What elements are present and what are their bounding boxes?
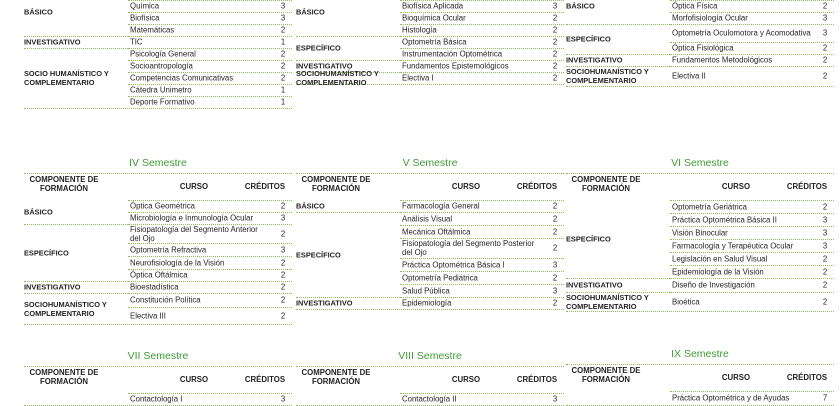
- course-name: Contactología II: [402, 394, 457, 404]
- course-credits: 2: [822, 267, 828, 276]
- table-row: [24, 393, 292, 405]
- course-name: Electiva I: [402, 73, 434, 83]
- course-credits: 2: [552, 13, 558, 23]
- course-credits: 3: [822, 228, 828, 237]
- semester-title: VI Semestre: [671, 157, 729, 169]
- header-componente: COMPONENTE DE FORMACIÓN: [571, 175, 641, 193]
- course-name: Optometría Básica: [402, 37, 467, 47]
- component-category: [296, 0, 396, 36]
- course-credits: 2: [280, 282, 286, 292]
- semester-title: IV Semestre: [129, 157, 187, 169]
- course-name: Biofísica: [130, 13, 160, 23]
- course-name: Epidemiología de la Visión: [672, 267, 764, 276]
- course-credits: 2: [552, 298, 558, 308]
- course-name: Análisis Visual: [402, 214, 453, 223]
- course-name: Legislación en Salud Visual: [672, 254, 768, 263]
- category-label: BÁSICO: [24, 7, 53, 17]
- course-name: Matemáticas: [130, 25, 175, 35]
- component-category: [566, 278, 666, 292]
- course-credits: 2: [552, 25, 558, 35]
- category-label: ESPECÍFICO: [296, 250, 341, 259]
- course-name: Optometría Geriátrica: [672, 202, 747, 211]
- course-credits: 2: [552, 73, 558, 83]
- category-label: SOCIOHUMANÍSTICO Y COMPLEMENTARIO: [24, 299, 107, 318]
- course-name: Biofísica Aplicada: [402, 1, 464, 11]
- course-credits: 3: [822, 13, 828, 23]
- course-credits: 2: [552, 49, 558, 59]
- component-category: [296, 297, 396, 309]
- course-credits: 2: [552, 214, 558, 223]
- course-name: Socioantropología: [130, 61, 193, 71]
- semester-title: IX Semestre: [671, 348, 729, 360]
- course-name: Electiva II: [672, 71, 706, 81]
- header-creditos: CRÉDITOS: [516, 375, 558, 384]
- course-credits: 1: [280, 97, 286, 107]
- course-credits: 1: [280, 85, 286, 95]
- course-name: Práctica Optométrica Básica I: [402, 260, 505, 269]
- component-category: [566, 200, 666, 278]
- header-curso: CURSO: [721, 182, 751, 191]
- component-category: [24, 200, 124, 224]
- course-credits: 3: [280, 1, 286, 11]
- course-name: Epidemiología: [402, 298, 452, 308]
- divider: [24, 324, 292, 325]
- component-category: [24, 36, 124, 48]
- category-label: SOCIOHUMANÍSTICO Y COMPLEMENTARIO: [566, 292, 649, 311]
- divider: [24, 108, 292, 109]
- header-componente: COMPONENTE DE FORMACIÓN: [29, 368, 99, 386]
- course-name: Optometría Pediátrica: [402, 273, 478, 282]
- category-label: SOCIOHUMANÍSTICO Y COMPLEMENTARIO: [566, 67, 649, 85]
- course-name: Cátedra Unimetro: [130, 85, 192, 95]
- course-credits: 2: [822, 43, 828, 53]
- course-name: Fisiopatología del Segmento Anterior del Ojo: [130, 224, 258, 243]
- category-label: BÁSICO: [24, 207, 53, 217]
- course-name: Neurofisiología de la Visión: [130, 258, 225, 267]
- course-name: Química: [130, 1, 160, 11]
- course-name: Histología: [402, 25, 437, 35]
- course-credits: 3: [280, 13, 286, 23]
- course-name: Diseño de Investigación: [672, 280, 755, 290]
- component-category: [566, 54, 666, 66]
- divider: [566, 311, 834, 312]
- header-curso: CURSO: [721, 373, 751, 382]
- component-category: [296, 69, 396, 87]
- header-curso: CURSO: [179, 375, 209, 384]
- course-credits: 2: [280, 295, 286, 305]
- semester-title: VII Semestre: [127, 350, 189, 362]
- course-name: Instrumentación Optométrica: [402, 49, 503, 59]
- course-credits: 2: [552, 61, 558, 71]
- course-credits: 2: [822, 254, 828, 263]
- course-credits: 2: [552, 243, 558, 253]
- header-curso: CURSO: [451, 375, 481, 384]
- course-name: Salud Pública: [402, 286, 450, 295]
- header-creditos: CRÉDITOS: [516, 182, 558, 191]
- course-name: Constitución Política: [130, 295, 201, 305]
- course-credits: 2: [280, 311, 286, 320]
- category-label: INVESTIGATIVO: [566, 55, 623, 65]
- divider: [296, 309, 564, 310]
- category-label: SOCIO HUMANÍSTICO Y COMPLEMENTARIO: [24, 69, 109, 87]
- course-credits: 2: [822, 280, 828, 290]
- course-credits: 3: [280, 394, 286, 404]
- course-name: Optometría Oculomotora y Acomodativa: [672, 28, 811, 38]
- course-name: Práctica Optométrica Básica II: [672, 215, 777, 224]
- header-curso: CURSO: [451, 182, 481, 191]
- course-credits: 2: [552, 227, 558, 236]
- divider: [566, 364, 834, 365]
- table-row: [296, 393, 564, 405]
- course-name: Óptica Fisiológica: [672, 43, 734, 53]
- course-credits: 2: [552, 37, 558, 47]
- category-label: ESPECÍFICO: [24, 248, 69, 257]
- course-credits: 2: [280, 49, 286, 59]
- course-name: Psicología General: [130, 49, 196, 59]
- header-curso: CURSO: [179, 182, 209, 191]
- divider: [566, 86, 834, 87]
- course-credits: 2: [822, 202, 828, 211]
- category-label: INVESTIGATIVO: [566, 280, 623, 290]
- course-name: Contactología I: [130, 394, 183, 404]
- course-credits: 1: [280, 37, 286, 47]
- category-label: ESPECÍFICO: [566, 234, 611, 244]
- course-credits: 2: [822, 71, 828, 81]
- course-name: Bioética: [672, 297, 700, 306]
- course-credits: 3: [822, 215, 828, 224]
- divider: [24, 366, 292, 367]
- course-credits: 2: [280, 61, 286, 71]
- course-name: Óptica Oftálmica: [130, 270, 188, 280]
- course-credits: 2: [280, 229, 286, 238]
- course-credits: 2: [280, 258, 286, 267]
- course-credits: 2: [822, 1, 828, 11]
- course-name: Óptica Geométrica: [130, 201, 195, 211]
- header-creditos: CRÉDITOS: [786, 182, 828, 191]
- course-credits: 3: [280, 245, 286, 254]
- component-category: [24, 0, 124, 36]
- table-row: [566, 391, 834, 405]
- course-credits: 2: [280, 25, 286, 35]
- course-name: Mecánica Oftálmica: [402, 227, 471, 236]
- course-name: Farmacología y Terapéutica Ocular: [672, 241, 794, 250]
- header-creditos: CRÉDITOS: [786, 373, 828, 382]
- category-label: INVESTIGATIVO: [296, 298, 353, 308]
- course-credits: 3: [552, 286, 558, 295]
- divider: [566, 173, 834, 174]
- category-label: BÁSICO: [296, 7, 325, 17]
- category-label: INVESTIGATIVO: [24, 282, 81, 292]
- course-name: Bioquímica Ocular: [402, 13, 466, 23]
- course-credits: 2: [280, 201, 286, 211]
- course-credits: 3: [280, 213, 286, 223]
- component-category: [296, 36, 396, 60]
- course-credits: 2: [822, 55, 828, 65]
- category-label: INVESTIGATIVO: [296, 61, 353, 71]
- category-label: BÁSICO: [296, 201, 325, 211]
- course-name: Bioestadística: [130, 282, 179, 292]
- divider: [296, 173, 564, 174]
- component-category: [296, 200, 396, 212]
- header-creditos: CRÉDITOS: [244, 182, 286, 191]
- header-componente: COMPONENTE DE FORMACIÓN: [301, 368, 371, 386]
- course-name: Farmacología General: [402, 201, 480, 211]
- divider: [296, 366, 564, 367]
- header-componente: COMPONENTE DE FORMACIÓN: [301, 175, 371, 193]
- category-label: SOCIOHUMANÍSTICO Y COMPLEMENTARIO: [296, 69, 379, 87]
- component-category: [24, 293, 124, 324]
- component-category: [566, 0, 666, 24]
- course-credits: 3: [822, 28, 828, 38]
- course-credits: 3: [552, 1, 558, 11]
- course-credits: 2: [280, 73, 286, 83]
- course-credits: 2: [552, 201, 558, 211]
- course-credits: 2: [280, 270, 286, 280]
- header-componente: COMPONENTE DE FORMACIÓN: [571, 366, 641, 384]
- course-name: Óptica Física: [672, 1, 718, 11]
- course-credits: 3: [552, 260, 558, 269]
- course-name: Optometría Refractiva: [130, 245, 207, 254]
- course-credits: 2: [552, 273, 558, 282]
- category-label: ESPECÍFICO: [566, 34, 611, 44]
- component-category: [566, 292, 666, 311]
- course-name: Visión Binocular: [672, 228, 728, 237]
- category-label: INVESTIGATIVO: [24, 37, 81, 47]
- component-category: [566, 24, 666, 54]
- course-name: Práctica Optométrica y de Ayudas: [672, 393, 790, 403]
- header-creditos: CRÉDITOS: [244, 375, 286, 384]
- course-name: Competencias Comunicativas: [130, 73, 234, 83]
- component-category: [566, 66, 666, 86]
- course-name: Morfofisiología Ocular: [672, 13, 748, 23]
- course-name: Electiva III: [130, 311, 166, 320]
- component-category: [24, 224, 124, 281]
- header-componente: COMPONENTE DE FORMACIÓN: [29, 175, 99, 193]
- category-label: BÁSICO: [566, 1, 595, 11]
- divider: [24, 173, 292, 174]
- course-credits: 7: [822, 393, 828, 403]
- course-name: TIC: [130, 37, 143, 47]
- course-name: Fundamentos Metodológicos: [672, 55, 773, 65]
- semester-title: VIII Semestre: [398, 350, 462, 362]
- course-name: Fundamentos Epistemológicos: [402, 61, 509, 71]
- course-name: Fisiopatología del Segmento Posterior del Ojo: [402, 239, 535, 257]
- semester-title: V Semestre: [402, 157, 458, 169]
- component-category: [24, 281, 124, 293]
- course-name: Deporte Formativo: [130, 97, 195, 107]
- category-label: ESPECÍFICO: [296, 43, 341, 53]
- component-category: [296, 212, 396, 297]
- course-credits: 2: [822, 297, 828, 306]
- course-name: Microbiología e Inmunología Ocular: [130, 213, 254, 223]
- course-credits: 3: [822, 241, 828, 250]
- component-category: [24, 48, 124, 108]
- course-credits: 3: [552, 394, 558, 404]
